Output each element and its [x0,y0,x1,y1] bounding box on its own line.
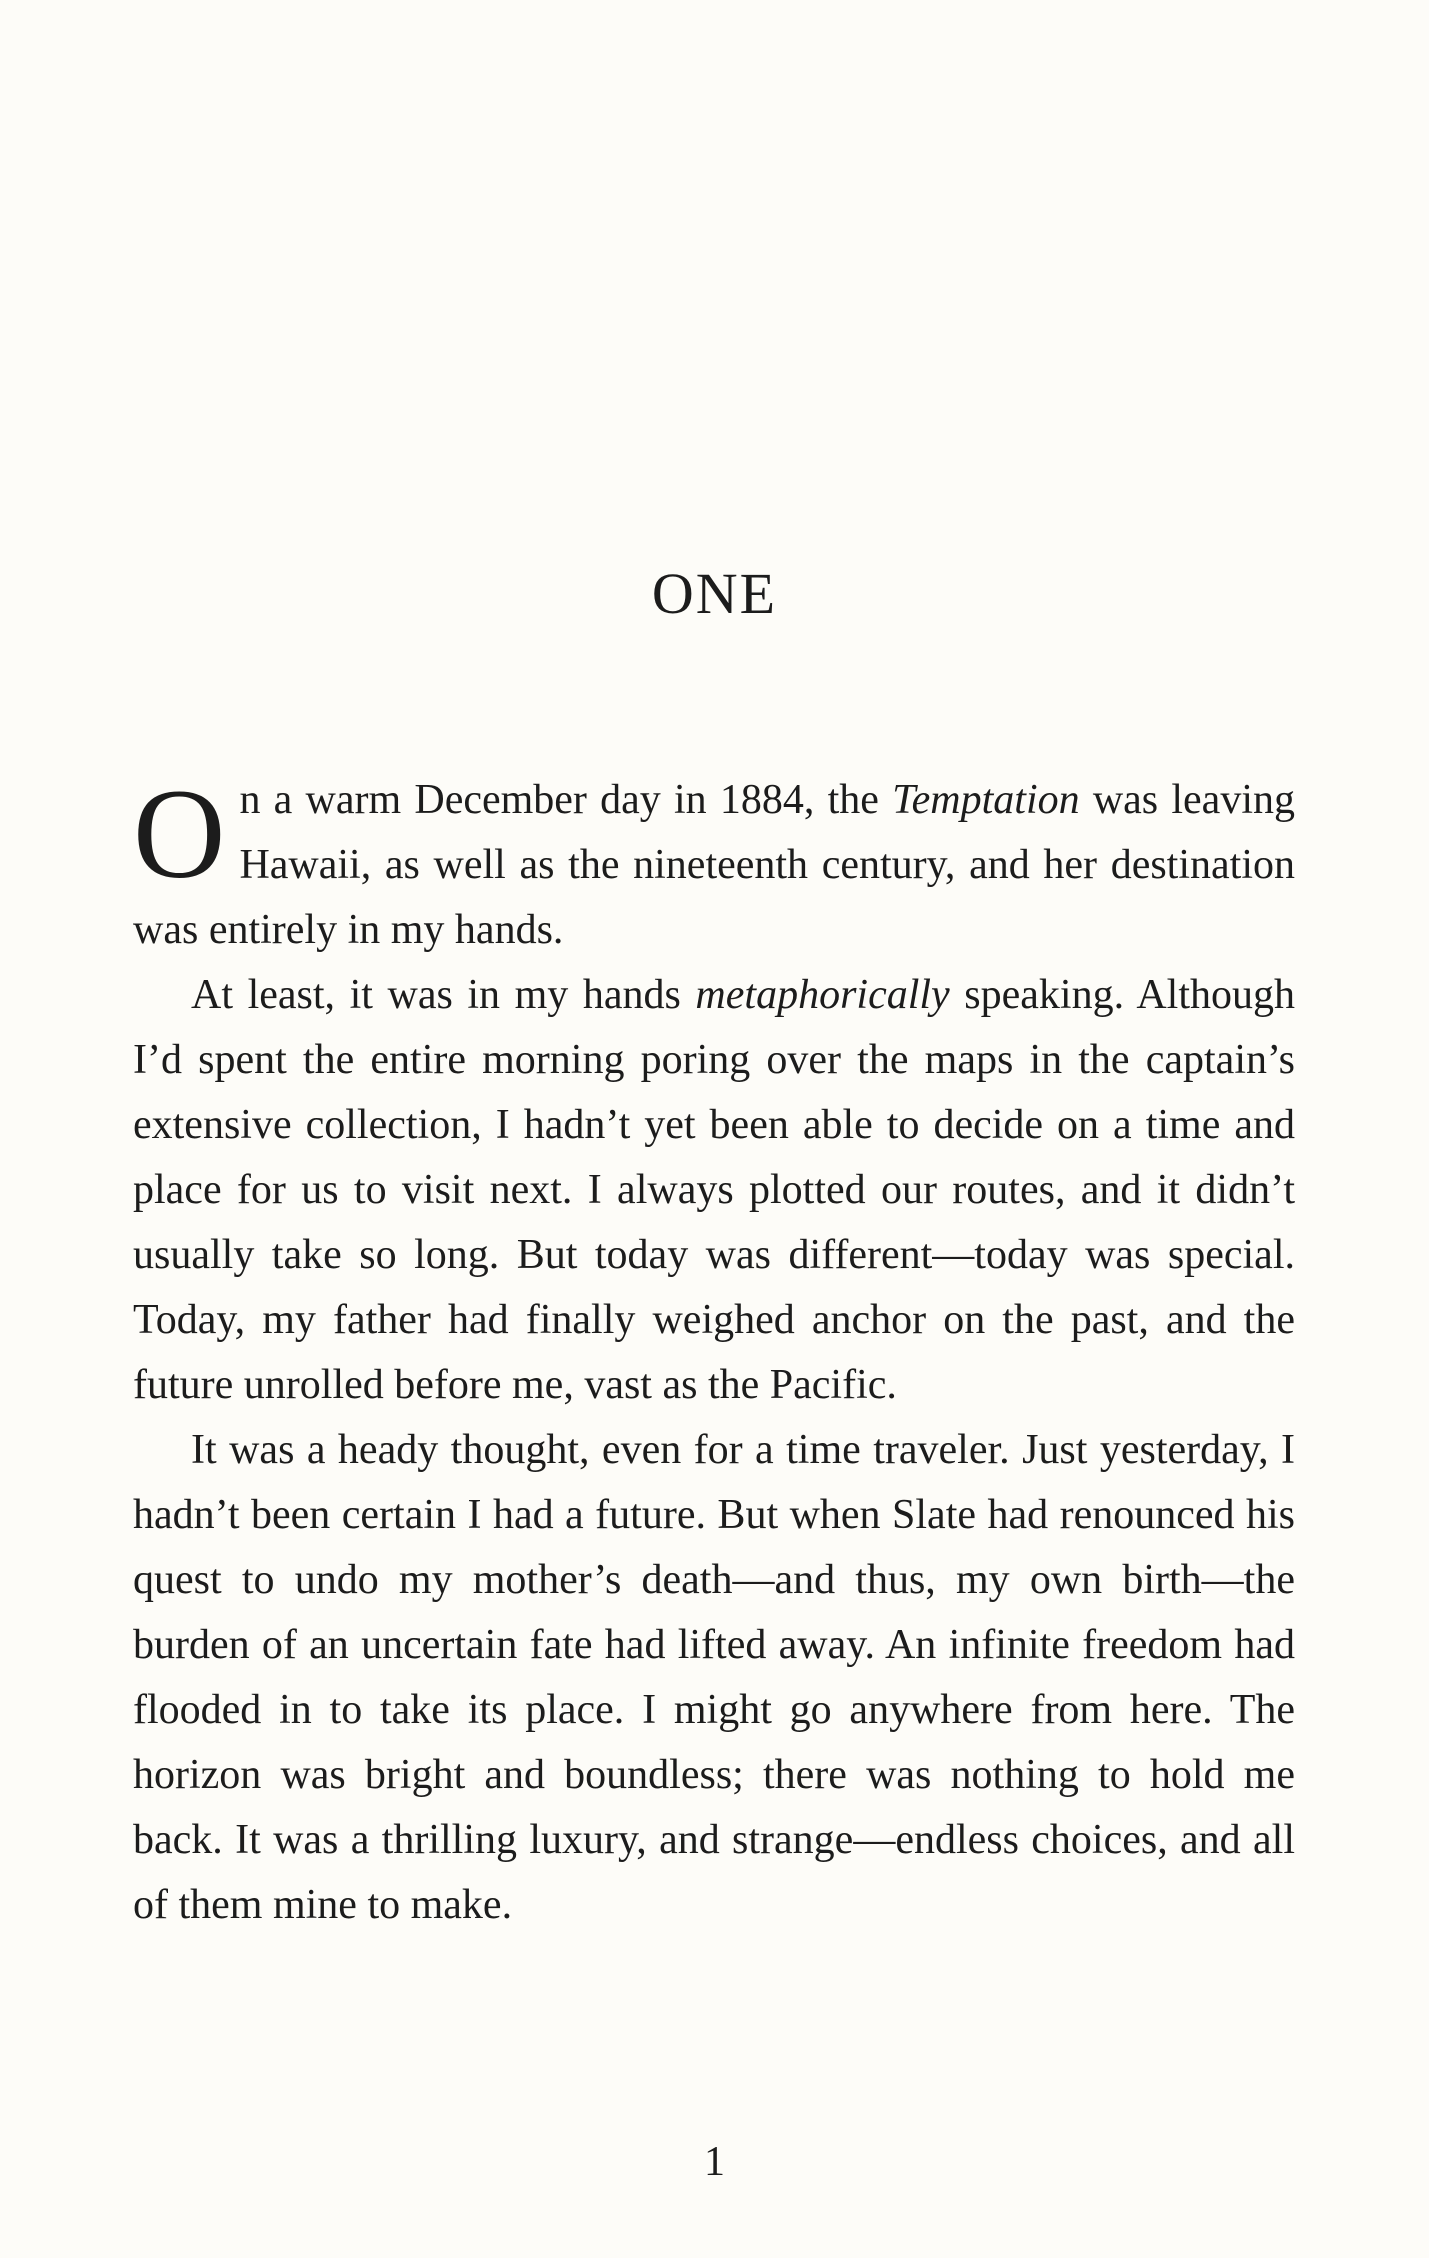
paragraph-2-text-end: speaking. Although I’d spent the entire morning poring over the maps in the captain’s extensive collection, I hadn’t yet been able to decide on a time and place for us to visit next. I always plotted our routes, and it didn’t usually take so long. But today was different—today was special. Today, my father had finally weighed anchor on the past, and the future unrolled before me, vast as the Pacific. [133,972,1295,1408]
body-text [133,763,1295,1938]
chapter-title: ONE [651,561,778,626]
paragraph-2-text-start: At least, it was in my hands [191,972,696,1018]
emphasis-italic: metaphorically [695,972,950,1018]
paragraph-3: It was a heady thought, even for a time traveler. Just yesterday, I hadn’t been certain I had a future. But when Slate had renounced his quest to undo my mother’s death—and thus, my own birth—the burden of an uncertain fate had lifted away. An infinite freedom had flooded in to take its place. I might go anywhere from here. The horizon was bright and boundless; there was nothing to hold me back. It was a thrilling luxury, and strange—endless choices, and all of them mine to make. [133,1427,1295,1928]
paragraph-2 [133,963,1295,1418]
page-number: 1 [704,2139,725,2185]
ship-name-italic: Temptation [892,777,1080,823]
paragraph-1-text-end: was leaving Hawaii, as well as the nineteenth century, and her destination was entirely in my hands. [133,777,1295,953]
paragraph-1 [133,763,1295,963]
paragraph-1-text-start: n a warm December day in 1884, the [239,777,893,823]
drop-cap: O [133,763,226,905]
